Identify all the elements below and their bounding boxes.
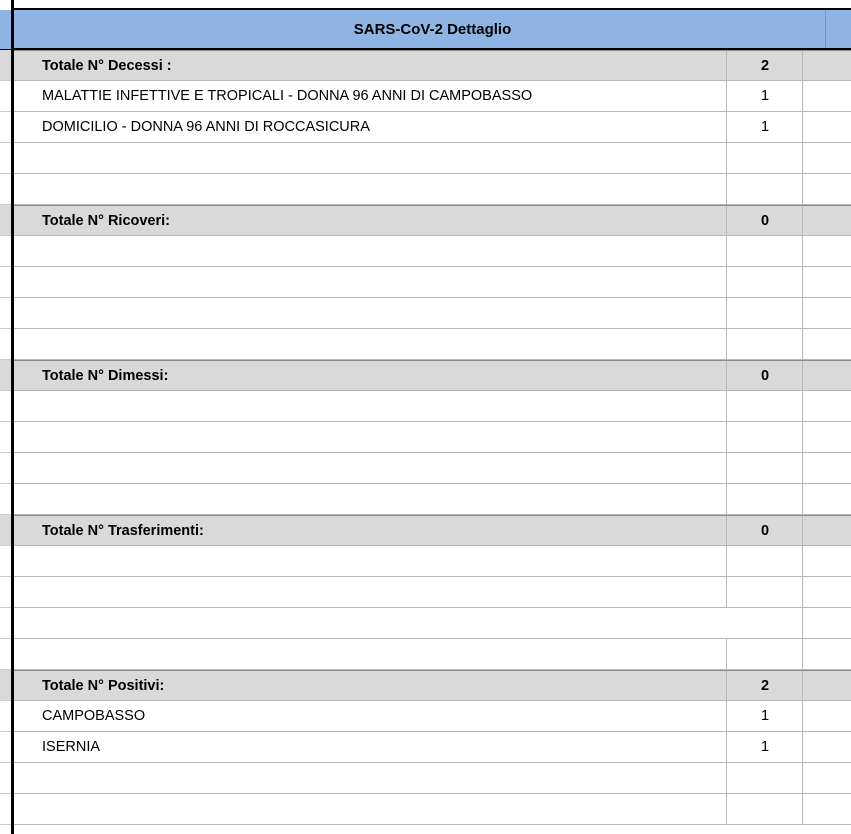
row-value[interactable] [726, 143, 803, 173]
table-row[interactable] [14, 329, 851, 360]
left-strip-cell [0, 205, 11, 236]
row-value[interactable] [726, 577, 803, 607]
extra-cell[interactable] [802, 143, 851, 173]
left-strip-cell [0, 50, 11, 81]
left-strip-cell [0, 112, 11, 143]
extra-cell[interactable] [802, 174, 851, 204]
left-strip-cell [0, 329, 11, 360]
table-row[interactable] [14, 267, 851, 298]
table-row[interactable] [14, 298, 851, 329]
total-label: Totale N° Positivi: [42, 678, 165, 694]
extra-cell[interactable] [802, 732, 851, 762]
table-row[interactable] [14, 608, 851, 639]
table-row[interactable] [14, 794, 851, 825]
left-strip-cell [0, 422, 11, 453]
total-label: Totale N° Ricoveri: [42, 213, 171, 229]
extra-cell[interactable] [802, 112, 851, 142]
total-row[interactable] [14, 50, 851, 81]
extra-cell[interactable] [802, 671, 851, 701]
extra-cell[interactable] [802, 484, 851, 514]
total-value[interactable]: 0 [726, 516, 803, 546]
extra-cell[interactable] [802, 329, 851, 359]
row-value[interactable] [726, 422, 803, 452]
left-strip-cell [0, 81, 11, 112]
left-strip-header-cell [0, 10, 11, 50]
total-row[interactable] [14, 205, 851, 236]
total-label: Totale N° Decessi : [42, 58, 172, 74]
extra-cell[interactable] [802, 81, 851, 111]
extra-cell[interactable] [802, 546, 851, 576]
extra-cell[interactable] [802, 516, 851, 546]
extra-cell[interactable] [802, 794, 851, 824]
left-strip-cell [0, 236, 11, 267]
table-row[interactable] [14, 546, 851, 577]
row-value[interactable] [726, 298, 803, 328]
row-value[interactable] [726, 329, 803, 359]
total-row[interactable] [14, 360, 851, 391]
table-row[interactable] [14, 112, 851, 143]
spreadsheet [14, 0, 851, 834]
row-description: CAMPOBASSO [42, 708, 146, 724]
row-description: DOMICILIO - DONNA 96 ANNI DI ROCCASICURA [42, 119, 370, 135]
table-row[interactable] [14, 81, 851, 112]
extra-cell[interactable] [802, 639, 851, 669]
row-value[interactable] [726, 484, 803, 514]
row-value[interactable] [726, 763, 803, 793]
left-strip-cell [0, 639, 11, 670]
row-value[interactable] [726, 174, 803, 204]
total-row[interactable] [14, 670, 851, 701]
left-strip-cell [0, 143, 11, 174]
left-strip-cell [0, 391, 11, 422]
row-value[interactable]: 1 [726, 112, 803, 142]
table-row[interactable] [14, 391, 851, 422]
table-body [14, 50, 851, 825]
total-label: Totale N° Trasferimenti: [42, 523, 204, 539]
extra-cell[interactable] [802, 391, 851, 421]
row-value[interactable] [726, 546, 803, 576]
left-strip-cell [0, 174, 11, 205]
table-row[interactable] [14, 639, 851, 670]
table-row[interactable] [14, 422, 851, 453]
row-value[interactable] [726, 794, 803, 824]
row-description: ISERNIA [42, 739, 101, 755]
row-value[interactable]: 1 [726, 701, 803, 731]
table-row[interactable] [14, 174, 851, 205]
table-row[interactable] [14, 763, 851, 794]
left-strip-cell [0, 732, 11, 763]
left-row-strip [0, 0, 11, 834]
row-value[interactable] [726, 391, 803, 421]
total-value[interactable]: 0 [726, 206, 803, 236]
left-strip-cell [0, 577, 11, 608]
total-value[interactable]: 2 [726, 671, 803, 701]
extra-cell[interactable] [802, 206, 851, 236]
extra-cell[interactable] [802, 267, 851, 297]
left-strip-cell [0, 453, 11, 484]
row-value[interactable] [726, 639, 803, 669]
left-strip-cell [0, 484, 11, 515]
left-strip-cell [0, 701, 11, 732]
row-value[interactable]: 1 [726, 732, 803, 762]
header-extra-cell[interactable] [825, 10, 851, 48]
left-strip-cell [0, 608, 11, 639]
table-header[interactable] [14, 10, 851, 50]
table-row[interactable] [14, 453, 851, 484]
total-row[interactable] [14, 515, 851, 546]
table-row[interactable] [14, 732, 851, 763]
table-row[interactable] [14, 143, 851, 174]
row-value[interactable] [726, 608, 803, 638]
total-value[interactable]: 0 [726, 361, 803, 391]
left-strip-cell [0, 546, 11, 577]
extra-cell[interactable] [802, 577, 851, 607]
left-strip-cell [0, 515, 11, 546]
extra-cell[interactable] [802, 361, 851, 391]
row-value[interactable] [726, 267, 803, 297]
table-row[interactable] [14, 577, 851, 608]
extra-cell[interactable] [802, 608, 851, 638]
row-value[interactable]: 1 [726, 81, 803, 111]
row-value[interactable] [726, 453, 803, 483]
extra-cell[interactable] [802, 701, 851, 731]
left-strip-cell [0, 298, 11, 329]
table-row[interactable] [14, 484, 851, 515]
extra-cell[interactable] [802, 453, 851, 483]
row-description: MALATTIE INFETTIVE E TROPICALI - DONNA 96 ANNI DI CAMPOBASSO [42, 88, 533, 104]
left-strip-cell [0, 670, 11, 701]
extra-cell[interactable] [802, 763, 851, 793]
total-label: Totale N° Dimessi: [42, 368, 169, 384]
table-row[interactable] [14, 701, 851, 732]
total-value[interactable]: 2 [726, 51, 803, 81]
left-strip-cell [0, 794, 11, 825]
table-row[interactable] [14, 236, 851, 267]
left-strip-cell [0, 267, 11, 298]
left-strip-cell [0, 763, 11, 794]
left-strip-cell [0, 360, 11, 391]
row-value[interactable] [726, 236, 803, 266]
table-title: SARS-CoV-2 Dettaglio [353, 20, 512, 38]
extra-cell[interactable] [802, 422, 851, 452]
extra-cell[interactable] [802, 236, 851, 266]
extra-cell[interactable] [802, 51, 851, 81]
extra-cell[interactable] [802, 298, 851, 328]
